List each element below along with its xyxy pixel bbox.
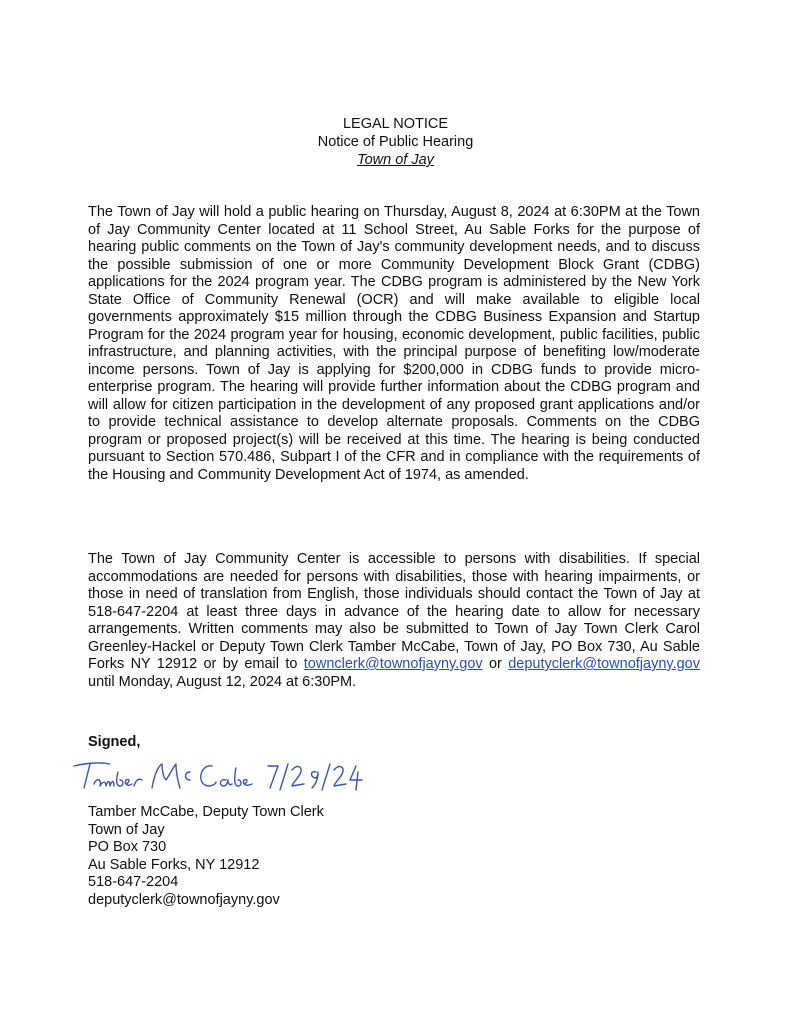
signatory-po-box: PO Box 730 — [88, 839, 167, 855]
accessibility-paragraph — [88, 551, 700, 691]
signatory-city: Au Sable Forks, NY 12912 — [88, 856, 260, 873]
connector-text: or — [482, 656, 509, 672]
handwritten-signature — [66, 754, 366, 796]
signatory-organization: Town of Jay — [88, 821, 165, 838]
signatory-phone: 518-647-2204 — [88, 874, 179, 890]
notice-subtitle: Notice of Public Hearing — [317, 134, 474, 150]
deadline-text: until Monday, August 12, 2024 at 6:30PM. — [88, 673, 357, 690]
accessibility-text: The Town of Jay Community Center is accessible to persons with disabilities. If special accommodations are needed for persons with disabilities, those with hearing impairments, or those in need of translation from English, those individuals should contact the Town of Jay at 518-647-2204 at least three days in advance of the hearing date to allow for necessary arrangements. Written comments may also be submitted to Town of Jay Town Clerk Carol Greenley-Hackel or Deputy Town Clerk Tamber McCabe, Town of Jay, PO Box 730, Au Sable Forks NY 12912 or by email to — [88, 551, 700, 672]
townclerk-email-link[interactable]: townclerk@townofjayny.gov — [303, 656, 483, 672]
signatory-name-title: Tamber McCabe, Deputy Town Clerk — [88, 804, 324, 820]
deputyclerk-email-link[interactable]: deputyclerk@townofjayny.gov — [508, 656, 700, 672]
town-name-heading: Town of Jay — [357, 152, 434, 168]
signed-label: Signed, — [88, 734, 141, 750]
notice-label: LEGAL NOTICE — [342, 116, 449, 132]
hearing-paragraph: The Town of Jay will hold a public hearing on Thursday, August 8, 2024 at 6:30PM at the Town of Jay Community Center located at 11 School Street, Au Sable Forks for the purpose of hearing public comments on the Town of Jay's community development needs, and to discuss the possible submission of one or more Community Development Block Grant (CDBG) applications for the 2024 program year. The CDBG program is administered by the New York State Office of Community Renewal (OCR) and will make available to eligible local governments approximately $15 million through the CDBG Business Expansion and Startup Program for the 2024 program year for housing, economic development, public facilities, public infrastructure, and planning activities, with the principal purpose of benefiting low/moderate income persons. Town of Jay is applying for $200,000 in CDBG funds to provide micro-enterprise program. The hearing will provide further information about the CDBG program and will allow for citizen participation in the development of any proposed grant applications and/or to provide technical assistance to develop alternate proposals. Comments on the CDBG program or proposed project(s) will be received at this time. The hearing is being conducted pursuant to Section 570.486, Subpart I of the CFR and in compliance with the requirements of the Housing and Community Development Act of 1974, as amended. — [88, 204, 700, 483]
signatory-address-block — [88, 804, 324, 909]
signatory-email: deputyclerk@townofjayny.gov — [88, 891, 280, 908]
